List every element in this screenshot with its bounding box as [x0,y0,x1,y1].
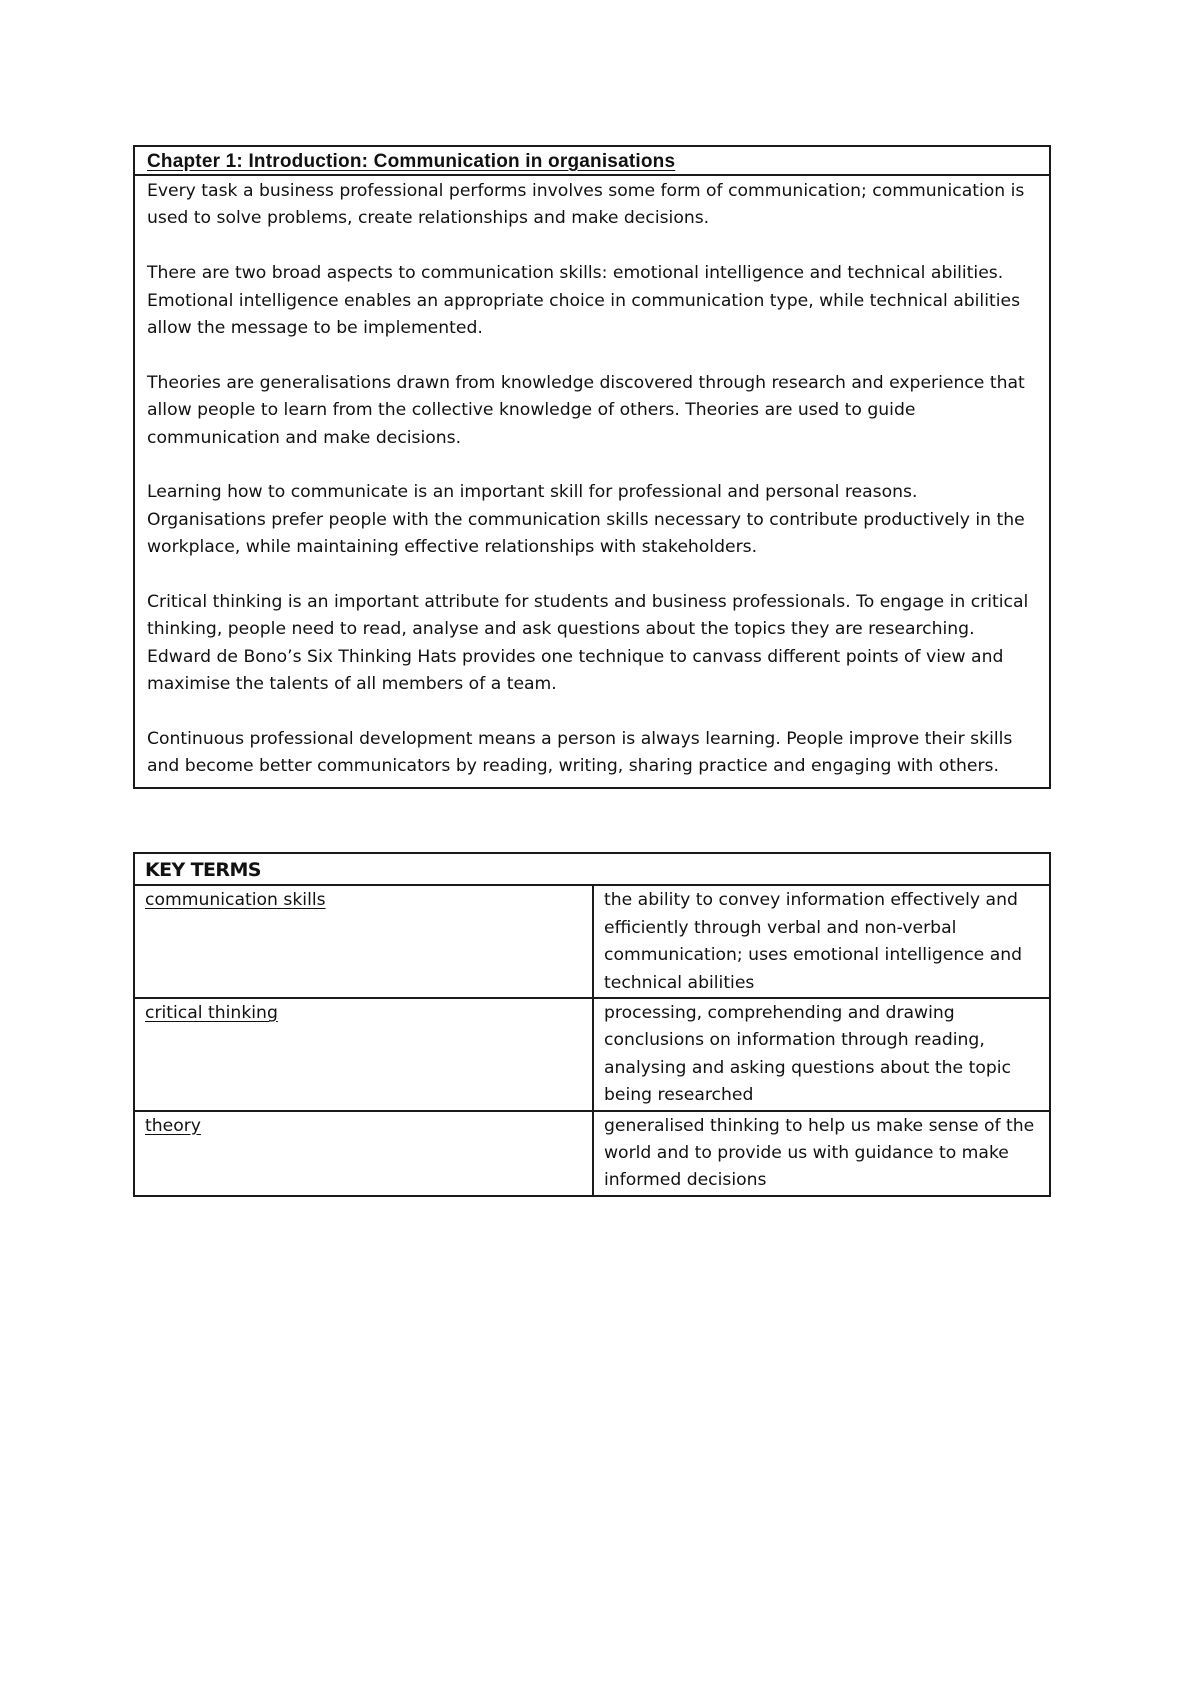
summary-paragraph: Continuous professional development means a person is always learning. People improve their skills and become better communicators by reading, writing, sharing practice and engaging with others. [147,729,1013,777]
chapter-summary-box [133,145,1051,789]
key-term-definition: the ability to convey information effectively and efficiently through verbal and non-verbal communication; uses emotional intelligence and technical abilities [593,885,1050,998]
key-term-name: theory [134,1111,593,1196]
key-terms-heading: KEY TERMS [134,853,1050,885]
summary-paragraph: Learning how to communicate is an important skill for professional and personal reasons. Organisations prefer people with the communication skills necessary to contribute productively in the workplace, while maintaining effective relationships with stakeholders. [147,482,1025,558]
key-term-name: critical thinking [134,998,593,1111]
summary-paragraph: Every task a business professional performs involves some form of communication; communication is used to solve problems, create relationships and make decisions. [147,181,1025,229]
key-term-definition: processing, comprehending and drawing conclusions on information through reading, analysing and asking questions about the topic being researched [593,998,1050,1111]
key-term-row [134,998,1050,1111]
chapter-title-text: Chapter 1: Introduction: Communication in organisations [147,151,676,172]
key-term-name: communication skills [134,885,593,998]
summary-paragraph: There are two broad aspects to communication skills: emotional intelligence and technical abilities. Emotional intelligence enables an appropriate choice in communication type, while technical abilities allow the message to be implemented. [147,263,1021,339]
summary-paragraph: Critical thinking is an important attribute for students and business professionals. To engage in critical thinking, people need to read, analyse and ask questions about the topics they are researching. Edward de Bono’s Six Thinking Hats provides one technique to canvass different points of view and maximise the talents of all members of a team. [147,592,1029,695]
key-term-row [134,1111,1050,1196]
key-terms-table [133,852,1051,1197]
key-terms-header-row [134,853,1050,885]
key-term-row [134,885,1050,998]
chapter-title [135,147,1049,176]
chapter-summary-body [135,176,1049,787]
summary-paragraph: Theories are generalisations drawn from knowledge discovered through research and experience that allow people to learn from the collective knowledge of others. Theories are used to guide communication and make decisions. [147,372,1025,448]
key-term-definition: generalised thinking to help us make sense of the world and to provide us with guidance to make informed decisions [593,1111,1050,1196]
